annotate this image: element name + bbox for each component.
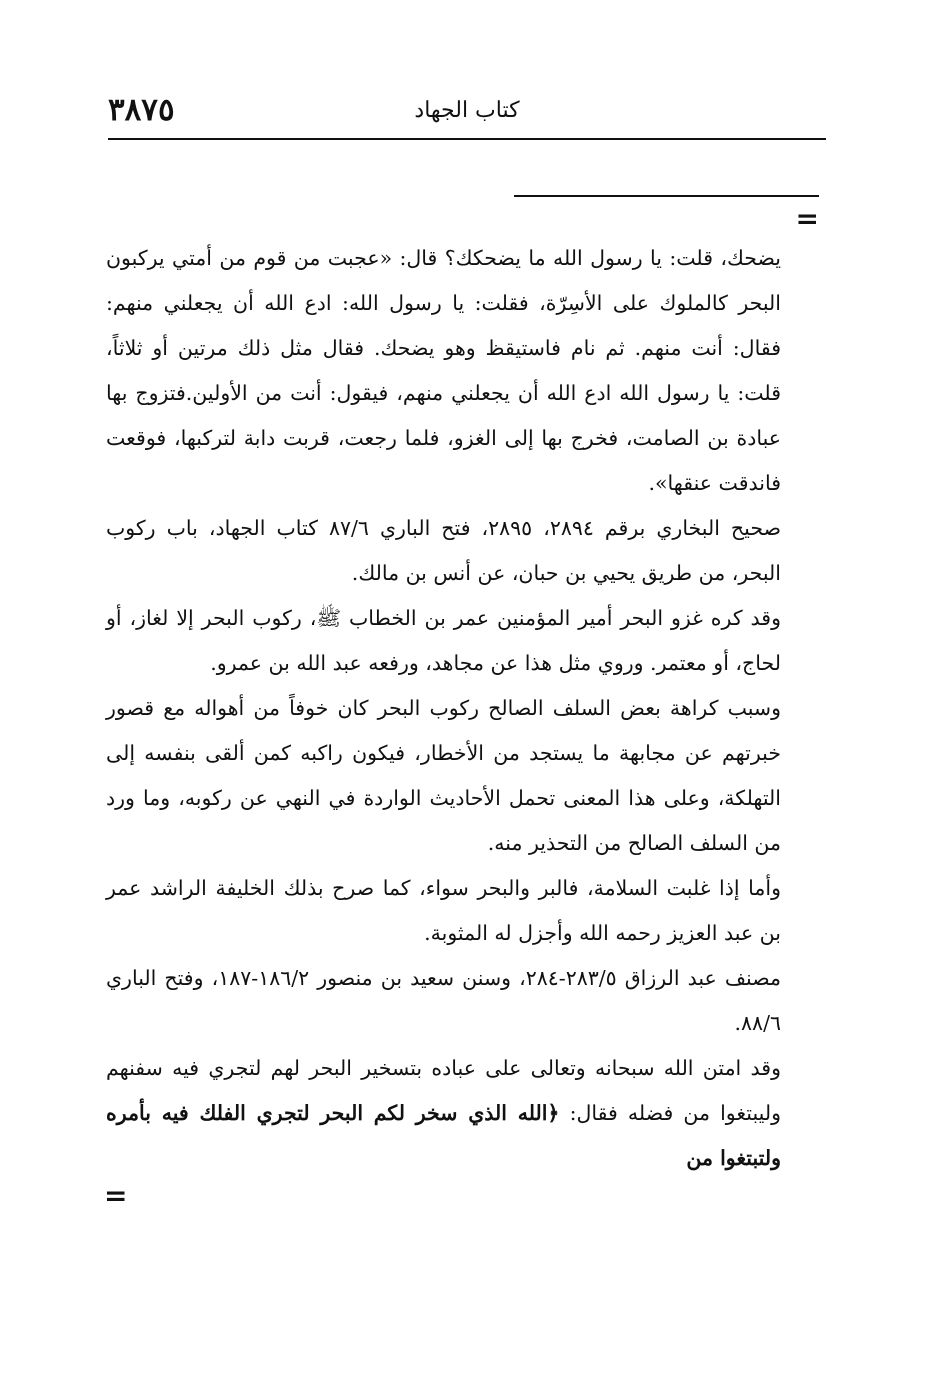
umar-opinion-paragraph: وقد كره غزو البحر أمير المؤمنين عمر بن الخطاب ﷺ، ركوب البحر إلا لغاز، أو لحاج، أو معتمر. وروي مثل هذا عن مجاهد، ورفعه عبد الله بن عمرو. <box>106 606 781 675</box>
source-reference-musannaf: مصنف عبد الرزاق ٢٨٣/٥-٢٨٤، وسنن سعيد بن منصور ١٨٦/٢-١٨٧، وفتح الباري ٨٨/٦. <box>106 966 781 1035</box>
footnote-separator <box>514 195 819 197</box>
quran-verse: ﴿الله الذي سخر لكم البحر لتجري الفلك فيه بأمره ولتبتغوا من <box>106 1101 781 1170</box>
source-reference-bukhari: صحيح البخاري برقم ٢٨٩٤، ٢٨٩٥، فتح الباري ٨٧/٦ كتاب الجهاد، باب ركوب البحر، من طريق يحيي بن حبان، عن أنس بن مالك. <box>106 516 781 585</box>
header-rule <box>108 138 826 140</box>
quran-paragraph <box>106 1046 781 1181</box>
book-title: كتاب الجهاد <box>414 98 520 123</box>
hadith-paragraph: يضحك، قلت: يا رسول الله ما يضحكك؟ قال: «عجبت من قوم من أمتي يركبون البحر كالملوك على الأسِرّة، فقلت: يا رسول الله: ادع الله أن يجعلني منهم: فقال: أنت منهم. ثم نام فاستيقظ وهو يضحك. فقال مثل ذلك مرتين أو ثلاثاً، قلت: يا رسول الله ادع الله أن يجعلني منهم، فيقول: أنت من الأولين.فتزوج بها عبادة بن الصامت، فخرج بها إلى الغزو، فلما رجعت، قربت دابة لتركبها، فوقعت فاندقت عنقها». <box>106 246 781 495</box>
page-number: ٣٨٧٥ <box>108 92 175 128</box>
footnote-body <box>106 236 781 1181</box>
continuation-mark-bottom: = <box>104 1179 128 1212</box>
reason-paragraph: وسبب كراهة بعض السلف الصالح ركوب البحر كان خوفاً من أهواله مع قصور خبرتهم عن مجابهة ما يستجد من الأخطار، فيكون راكبه كمن ألقى بنفسه إلى التهلكة، وعلى هذا المعنى تحمل الأحاديث الواردة في النهي عن ركوبه، وما ورد من السلف الصالح من التحذير منه. <box>106 696 781 855</box>
safety-paragraph: وأما إذا غلبت السلامة، فالبر والبحر سواء، كما صرح بذلك الخليفة الراشد عمر بن عبد العزيز رحمه الله وأجزل له المثوبة. <box>106 876 781 945</box>
continuation-mark-top: = <box>795 202 819 235</box>
page-header <box>108 92 826 138</box>
quran-intro-text: وقد امتن الله سبحانه وتعالى على عباده بتسخير البحر لهم لتجري فيه سفنهم وليبتغوا من فضله فقال: <box>106 1056 781 1125</box>
